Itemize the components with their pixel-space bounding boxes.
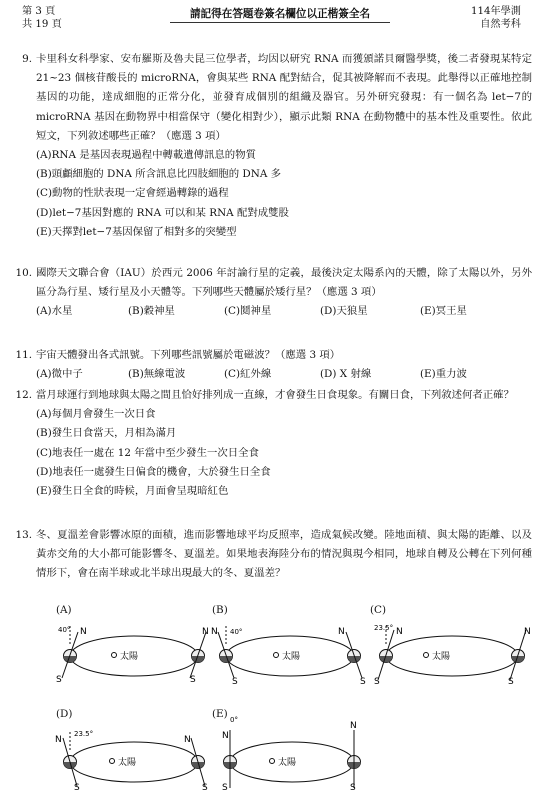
option-e: (E)冥王星 — [420, 305, 467, 318]
earth-left — [222, 716, 238, 793]
option-c: (C)動物的性狀表現一定會經過轉錄的過程 — [36, 187, 229, 200]
option-b: (B)頭顱細胞的 DNA 所含訊息比四肢細胞的 DNA 多 — [36, 168, 282, 181]
svg-text:N: N — [211, 627, 218, 637]
svg-text:40°: 40° — [230, 628, 243, 636]
option-d: (D)地表任一處發生日偏食的機會，大於發生日全食 — [36, 465, 271, 478]
orbit-ellipse — [386, 636, 518, 676]
question-stem: 冬、夏溫差會影響冰原的面積，進而影響地球平均反照率，造成氣候改變。陸地面積、與太陽的距離、以及黃赤交角的大小都可能影響冬、夏溫差。如果地表海陸分布的情況與現今相同，地球自轉及公轉在下列何種情形下，會在南半球或北半球出現最大的冬、夏溫差？ — [36, 529, 532, 580]
exam-info — [471, 5, 521, 31]
svg-text:N: N — [80, 627, 87, 637]
diagram-label: (D) — [56, 708, 73, 720]
option-e: (E)重力波 — [420, 368, 467, 381]
subject-name: 自然考科 — [480, 19, 521, 30]
svg-text:N: N — [222, 731, 229, 741]
option-b: (B)發生日食當天，月相為滿月 — [36, 427, 177, 440]
svg-text:S: S — [374, 677, 380, 687]
sun-label: 太陽 — [278, 758, 297, 768]
orbit-figure — [370, 604, 535, 687]
option-e: (E)天擇對let−7基因保留了相對多的突變型 — [36, 225, 237, 238]
svg-text:23.5°: 23.5° — [74, 730, 94, 738]
earth-right — [190, 627, 209, 685]
svg-text:N: N — [338, 627, 345, 637]
question-stem: 卡里科女科學家、安布羅斯及魯夫昆三位學者，均因以研究 RNA 而獲頒諾貝爾醫學獎，後二者發現某特定 21~23 個核苷酸長的 microRNA，會與某些 RNA 配對結合，促其被降解而不表現。此舉得以正確地控制基因的功能，達成細胞的正常分化，並發育成個別的組織及器官。另外研究發現：有一個名為 let−7的 microRNA 基因在動物界中相當保守（變化相對少），顯示此類 RNA 在動物體中的基本性及重要性。依此短文，下列敘述哪些正確？（應選 3 項） — [36, 53, 532, 142]
sun-marker — [424, 653, 429, 658]
orbit-figure — [212, 708, 372, 793]
option-a: (A)每個月會發生一次日食 — [36, 408, 156, 421]
svg-text:S: S — [202, 783, 208, 793]
diagram-label: (A) — [56, 604, 72, 616]
svg-text:23.5°: 23.5° — [374, 624, 394, 632]
question-stem: 國際天文聯合會（IAU）於西元 2006 年討論行星的定義，最後決定太陽系內的天體，除了太陽以外，另外區分為行星、矮行星及小天體等。下列哪些天體屬於矮行星？（應選 3 項） — [36, 267, 532, 299]
svg-text:N: N — [202, 627, 209, 637]
svg-text:S: S — [222, 783, 228, 793]
svg-text:N: N — [524, 627, 531, 637]
diagram-label: (E) — [212, 708, 228, 720]
orbit-diagram-e — [212, 708, 372, 793]
sun-label: 太陽 — [118, 758, 137, 768]
options-row — [36, 365, 532, 384]
earth-right — [348, 721, 361, 793]
question-number: 10. — [15, 267, 32, 279]
option-a: (A)微中子 — [36, 368, 83, 381]
orbit-figure — [56, 604, 216, 684]
svg-text:S: S — [232, 677, 238, 687]
question-11 — [15, 346, 532, 384]
earth-right — [184, 735, 208, 793]
question-10 — [15, 264, 532, 322]
earth-left — [211, 626, 242, 687]
page-info — [22, 5, 62, 31]
question-number: 9. — [22, 53, 32, 65]
sun-marker — [110, 759, 115, 764]
svg-text:40°: 40° — [58, 626, 71, 634]
option-b: (B)穀神星 — [128, 305, 175, 318]
svg-text:S: S — [350, 783, 356, 793]
sun-label: 太陽 — [432, 652, 451, 662]
sun-label: 太陽 — [282, 652, 301, 662]
orbit-diagram-b — [211, 604, 372, 687]
earth-left — [55, 730, 93, 793]
question-9 — [22, 50, 532, 242]
svg-text:N: N — [55, 735, 62, 745]
sun-marker — [270, 759, 275, 764]
question-number: 13. — [15, 529, 32, 541]
option-b: (B)無線電波 — [128, 368, 186, 381]
orbit-diagram-d — [55, 708, 216, 793]
svg-text:N: N — [396, 627, 403, 637]
question-12 — [15, 386, 532, 501]
option-d: (D) X 射線 — [320, 368, 372, 381]
option-c: (C)鬩神星 — [224, 305, 272, 318]
question-number: 12. — [15, 389, 32, 401]
question-stem: 宇宙天體發出各式訊號。下列哪些訊號屬於電磁波？（應選 3 項） — [36, 349, 341, 361]
orbit-figure — [211, 604, 372, 687]
svg-text:S: S — [508, 677, 514, 687]
signature-notice: 請記得在答題卷簽名欄位以正楷簽全名 — [170, 6, 390, 23]
option-a: (A)水星 — [36, 305, 73, 318]
option-a: (A)RNA 是基因表現過程中轉載遺傳訊息的物質 — [36, 149, 256, 162]
svg-text:0°: 0° — [230, 716, 238, 724]
option-c: (C)地表任一處在 12 年當中至少發生一次日全食 — [36, 446, 259, 459]
svg-text:S: S — [74, 783, 80, 793]
earth-right — [508, 627, 531, 687]
orbit-figure — [55, 708, 216, 793]
question-13 — [15, 526, 532, 584]
page-number: 第 3 頁 — [22, 6, 56, 17]
option-d: (D)let−7基因對應的 RNA 可以和某 RNA 配對成雙股 — [36, 206, 289, 219]
sun-marker — [274, 653, 279, 658]
exam-year: 114年學測 — [470, 6, 521, 17]
total-pages: 共 19 頁 — [22, 19, 62, 30]
question-number: 11. — [15, 349, 32, 361]
svg-text:S: S — [360, 677, 366, 687]
sun-label: 太陽 — [120, 652, 139, 662]
diagram-label: (C) — [370, 604, 387, 616]
option-d: (D)天狼星 — [320, 305, 368, 318]
orbit-diagram-c — [370, 604, 535, 687]
option-e: (E)發生日全食的時候，月面會呈現暗紅色 — [36, 485, 229, 498]
orbit-diagram-a — [56, 604, 216, 684]
diagram-label: (B) — [212, 604, 228, 616]
svg-text:S: S — [190, 675, 196, 685]
option-c: (C)紅外線 — [224, 368, 272, 381]
options-row — [36, 302, 532, 321]
svg-text:S: S — [56, 675, 62, 685]
svg-text:N: N — [350, 721, 357, 731]
svg-text:N: N — [184, 735, 191, 745]
question-stem: 當月球運行到地球與太陽之間且恰好排列成一直線，才會發生日食現象。有關日食，下列敘述何者正確？ — [36, 389, 514, 401]
earth-right — [338, 627, 366, 687]
earth-left — [374, 624, 403, 687]
earth-left — [56, 626, 87, 685]
sun-marker — [112, 653, 117, 658]
